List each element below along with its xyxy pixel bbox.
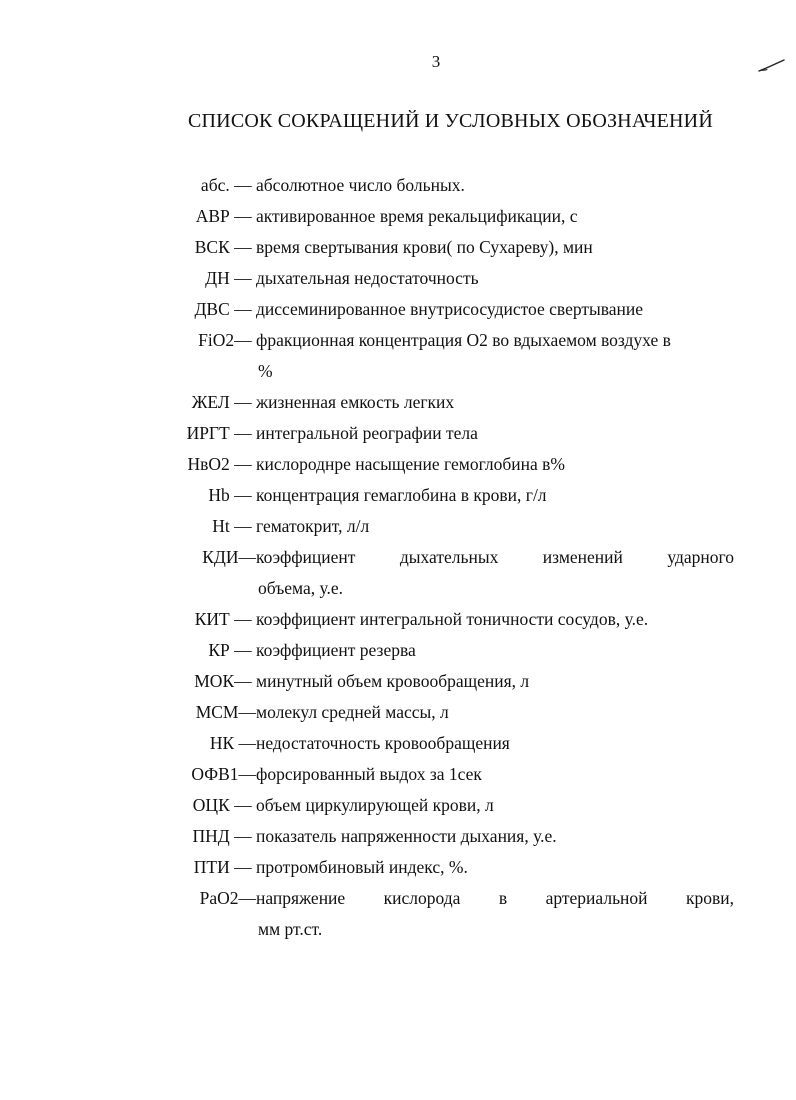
abbreviation-term: КР [208,640,230,660]
definition-continuation: мм рт.ст. [258,919,323,939]
page-title: СПИСОК СОКРАЩЕНИЙ И УСЛОВНЫХ ОБОЗНАЧЕНИЙ [188,110,713,132]
dash-separator: — [229,516,256,536]
abbreviation-definition: молекул средней массы, л [256,702,449,722]
abbreviation-definition: показатель напряженности дыхания, у.е. [256,826,557,846]
abbreviation-definition: форсированный выдох за 1сек [256,764,482,784]
abbreviation-definition: минутный объем кровообращения, л [256,671,530,691]
dash-separator: — [238,547,256,567]
dash-separator: — [238,702,256,722]
dash-separator: — [229,206,256,226]
abbreviation-term: НК [209,733,235,753]
abbreviation-term: PaO2 [199,888,239,908]
abbreviation-definition: протромбиновый индекс, %. [256,857,468,877]
abbreviation-term: ДВС [194,299,230,319]
abbreviation-term: ПТИ [193,857,230,877]
abbreviation-term: ВСК [194,237,230,257]
dash-separator: — [229,175,256,195]
page-number: 3 [431,52,441,71]
dash-separator: — [229,609,256,629]
definition-continuation: % [258,361,273,381]
abbreviation-definition: напряжение кислорода в артериальной крови, [256,888,734,908]
abbreviation-term: АВР [195,206,230,226]
abbreviation-definition: жизненная емкость легких [256,392,455,412]
abbreviation-definition: кислороднре насыщение гемоглобина в% [256,454,565,474]
abbreviation-term: ЖЕЛ [191,392,230,412]
abbreviation-term: МСМ [195,702,239,722]
dash-separator: — [229,299,256,319]
abbreviation-term: FiO2 [198,330,235,350]
abbreviation-definition: дыхательная недостаточность [256,268,479,288]
dash-separator: — [229,454,256,474]
dash-separator: — [234,733,256,753]
abbreviation-definition: концентрация гемаглобина в крови, г/л [256,485,547,505]
abbreviation-definition: объем циркулирующей крови, л [256,795,494,815]
abbreviation-definition: абсолютное число больных. [256,175,465,195]
dash-separator: — [229,826,256,846]
dash-separator: — [234,671,256,691]
abbreviation-definition: фракционная концентрация О2 во вдыхаемом воздухе в [256,330,671,350]
abbreviation-definition: диссеминированное внутрисосудистое свертывание [256,299,644,319]
abbreviation-term: Ht [212,516,230,536]
abbreviation-term: ИРГТ [186,423,230,443]
dash-separator: — [229,795,256,815]
definition-continuation: объема, у.е. [258,578,344,598]
dash-separator: — [234,330,256,350]
dash-separator: — [238,888,256,908]
dash-separator: — [229,485,256,505]
dash-separator: — [238,764,256,784]
abbreviation-definition: активированное время рекальцификации, с [256,206,578,226]
abbreviation-term: КИТ [194,609,230,629]
abbreviation-definition: недостаточность кровообращения [256,733,510,753]
dash-separator: — [229,268,256,288]
dash-separator: — [229,392,256,412]
abbreviation-definition: гематокрит, л/л [256,516,370,536]
abbreviation-term: МОК [194,671,235,691]
abbreviation-definition: интегральной реографии тела [256,423,478,443]
abbreviation-definition: коэффициент интегральной тоничности сосудов, у.е. [256,609,649,629]
abbreviation-definition: коэффициент дыхательных изменений ударного [256,547,734,567]
abbreviation-term: абс. [200,175,230,195]
dash-separator: — [229,640,256,660]
abbreviation-term: ОФВ1 [191,764,239,784]
abbreviation-term: ПНД [192,826,230,846]
dash-separator: — [229,857,256,877]
abbreviation-definition: время свертывания крови( по Сухареву), мин [256,237,593,257]
dash-separator: — [229,237,256,257]
dash-separator: — [229,423,256,443]
abbreviation-term: ОЦК [192,795,230,815]
abbreviation-term: Hb [208,485,230,505]
abbreviation-term: КДИ [202,547,239,567]
abbreviation-term: ДН [205,268,230,288]
abbreviation-definition: коэффициент резерва [256,640,416,660]
abbreviation-term: HвO2 [187,454,230,474]
